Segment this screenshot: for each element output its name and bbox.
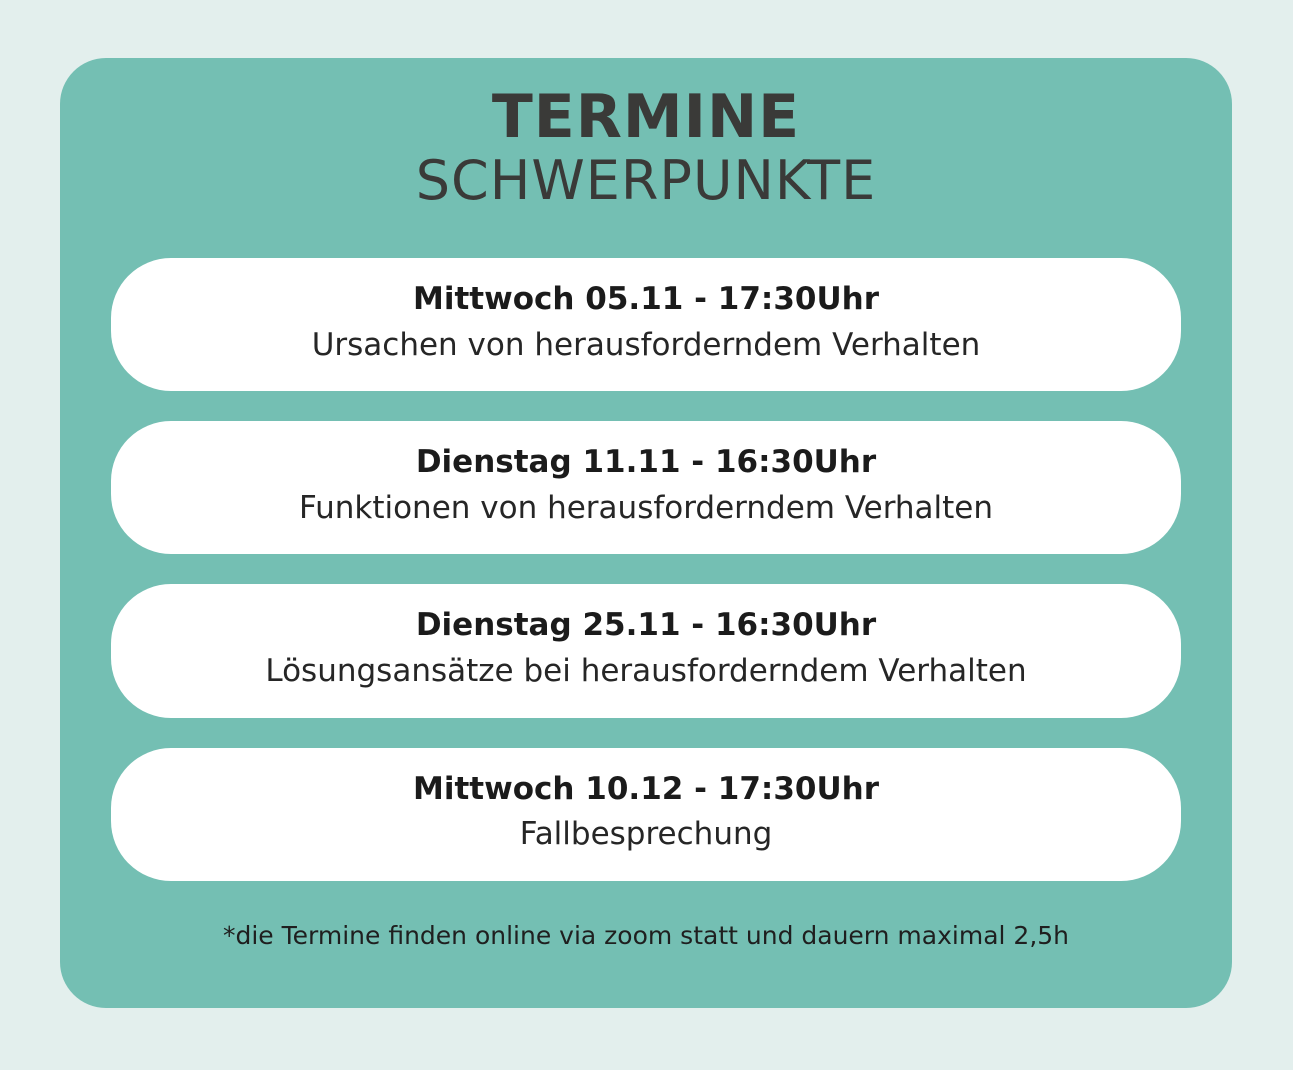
list-item xyxy=(111,421,1181,554)
footnote-text: *die Termine finden online via zoom statt und dauern maximal 2,5h xyxy=(222,920,1070,950)
appointment-topic: Fallbesprechung xyxy=(519,816,773,853)
list-item xyxy=(111,584,1181,717)
appointment-list xyxy=(60,258,1232,880)
appointment-date: Dienstag 11.11 - 16:30Uhr xyxy=(415,444,877,481)
appointment-date: Dienstag 25.11 - 16:30Uhr xyxy=(415,607,877,644)
appointment-topic: Lösungsansätze bei herausforderndem Verhalten xyxy=(265,653,1027,690)
poster-card xyxy=(60,58,1232,1008)
poster-title-block xyxy=(60,82,1232,212)
page-subtitle: SCHWERPUNKTE xyxy=(415,149,877,212)
appointment-date: Mittwoch 10.12 - 17:30Uhr xyxy=(413,770,879,807)
page-title: TERMINE xyxy=(491,82,801,152)
list-item xyxy=(111,748,1181,881)
appointment-topic: Funktionen von herausforderndem Verhalten xyxy=(298,490,994,527)
appointment-topic: Ursachen von herausforderndem Verhalten xyxy=(311,327,981,364)
appointment-date: Mittwoch 05.11 - 17:30Uhr xyxy=(413,281,879,318)
list-item xyxy=(111,258,1181,391)
